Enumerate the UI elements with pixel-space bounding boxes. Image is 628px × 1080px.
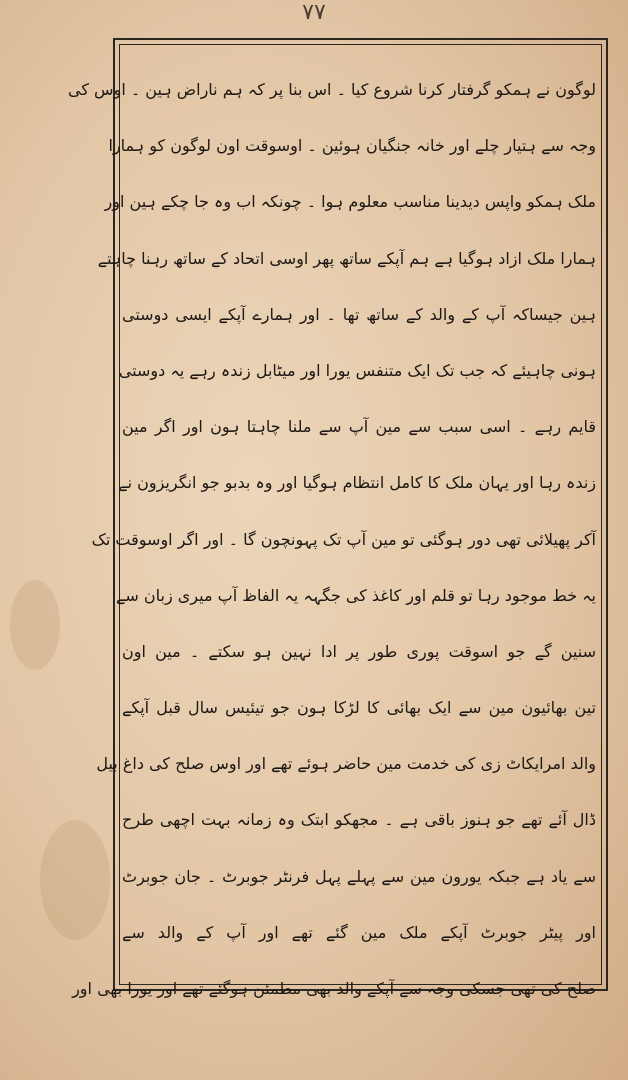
page-number: ۷۷ bbox=[302, 0, 326, 25]
text-line: ملک ہمکو واپس دیدینا مناسب معلوم ہوا ۔ چونکہ اب وہ جا چکے ہین اور bbox=[104, 192, 596, 212]
paper-stain bbox=[40, 820, 110, 940]
text-line: ہین جیساکہ آپ کے والد کے ساتھ تھا ۔ اور ہمارے آپکے ایسی دوستی bbox=[122, 304, 596, 324]
text-line: سے یاد ہے جبکہ یورون مین سے پہلے پہل فرنٹر جوبرٹ ۔ جان جوبرٹ bbox=[122, 866, 596, 886]
text-line: یہ خط موجود رہا تو قلم اور کاغذ کی جگہہ یہ الفاظ آپ میری زبان سے bbox=[116, 585, 596, 605]
text-line: وجہ سے ہتیار چلے اور خانہ جنگیان ہوئین ۔ اوسوقت اون لوگون کو ہمارا bbox=[108, 136, 596, 156]
text-line: تین بھائیون مین سے ایک بھائی کا لڑکا ہون جو تیئیس سال قبل آپکے bbox=[122, 698, 596, 718]
body-text bbox=[68, 62, 596, 998]
text-line: سنین گے جو اسوقت پوری طور پر ادا نہین ہو سکتے ۔ مین اون bbox=[122, 641, 596, 661]
text-line: زندہ رہا اور یہان ملک کا کامل انتظام ہوگیا اور وہ بدبو جو انگریزون نے bbox=[118, 473, 596, 493]
text-line: ہونی چاہیئے کہ جب تک ایک متنفس یورا اور میٹابل زندہ رہے یہ دوستی bbox=[118, 360, 596, 380]
text-line: لوگون نے ہمکو گرفتار کرنا شروع کیا ۔ اس بنا پر کہ ہم ناراض ہین ۔ اوس کی bbox=[68, 80, 596, 99]
text-line: ڈال آئے تھے جو ہنوز باقی ہے ۔ مجھکو ابتک وہ زمانہ بہت اچھی طرح bbox=[122, 810, 596, 830]
text-line: قایم رہے ۔ اسی سبب سے مین آپ سے ملنا چاہتا ہون اور اگر مین bbox=[122, 417, 596, 437]
text-line: آکر پھیلائی تھی دور ہوگئی تو مین آپ تک پہونچون گا ۔ اور اگر اوسوقت تک bbox=[91, 529, 596, 549]
text-line: والد امرایکاٹ زی کی خدمت مین حاضر ہوئے تھے اور اوس صلح کی داغ بیل bbox=[96, 754, 596, 774]
text-line: ہمارا ملک ازاد ہوگیا ہے ہم آپکے ساتھ پھر اوسی اتحاد کے ساتھ رہنا چاہتے bbox=[97, 248, 596, 268]
text-line: صلح کی تھی جسکی وجہ سے آپکے والد بھی مطمئن ہوگئے تھے اور یورا بھی اور bbox=[72, 979, 596, 998]
paper-stain bbox=[10, 580, 60, 670]
text-line: اور پیٹر جوبرٹ آپکے ملک مین گئے تھے اور آپ کے والد سے bbox=[122, 922, 596, 942]
